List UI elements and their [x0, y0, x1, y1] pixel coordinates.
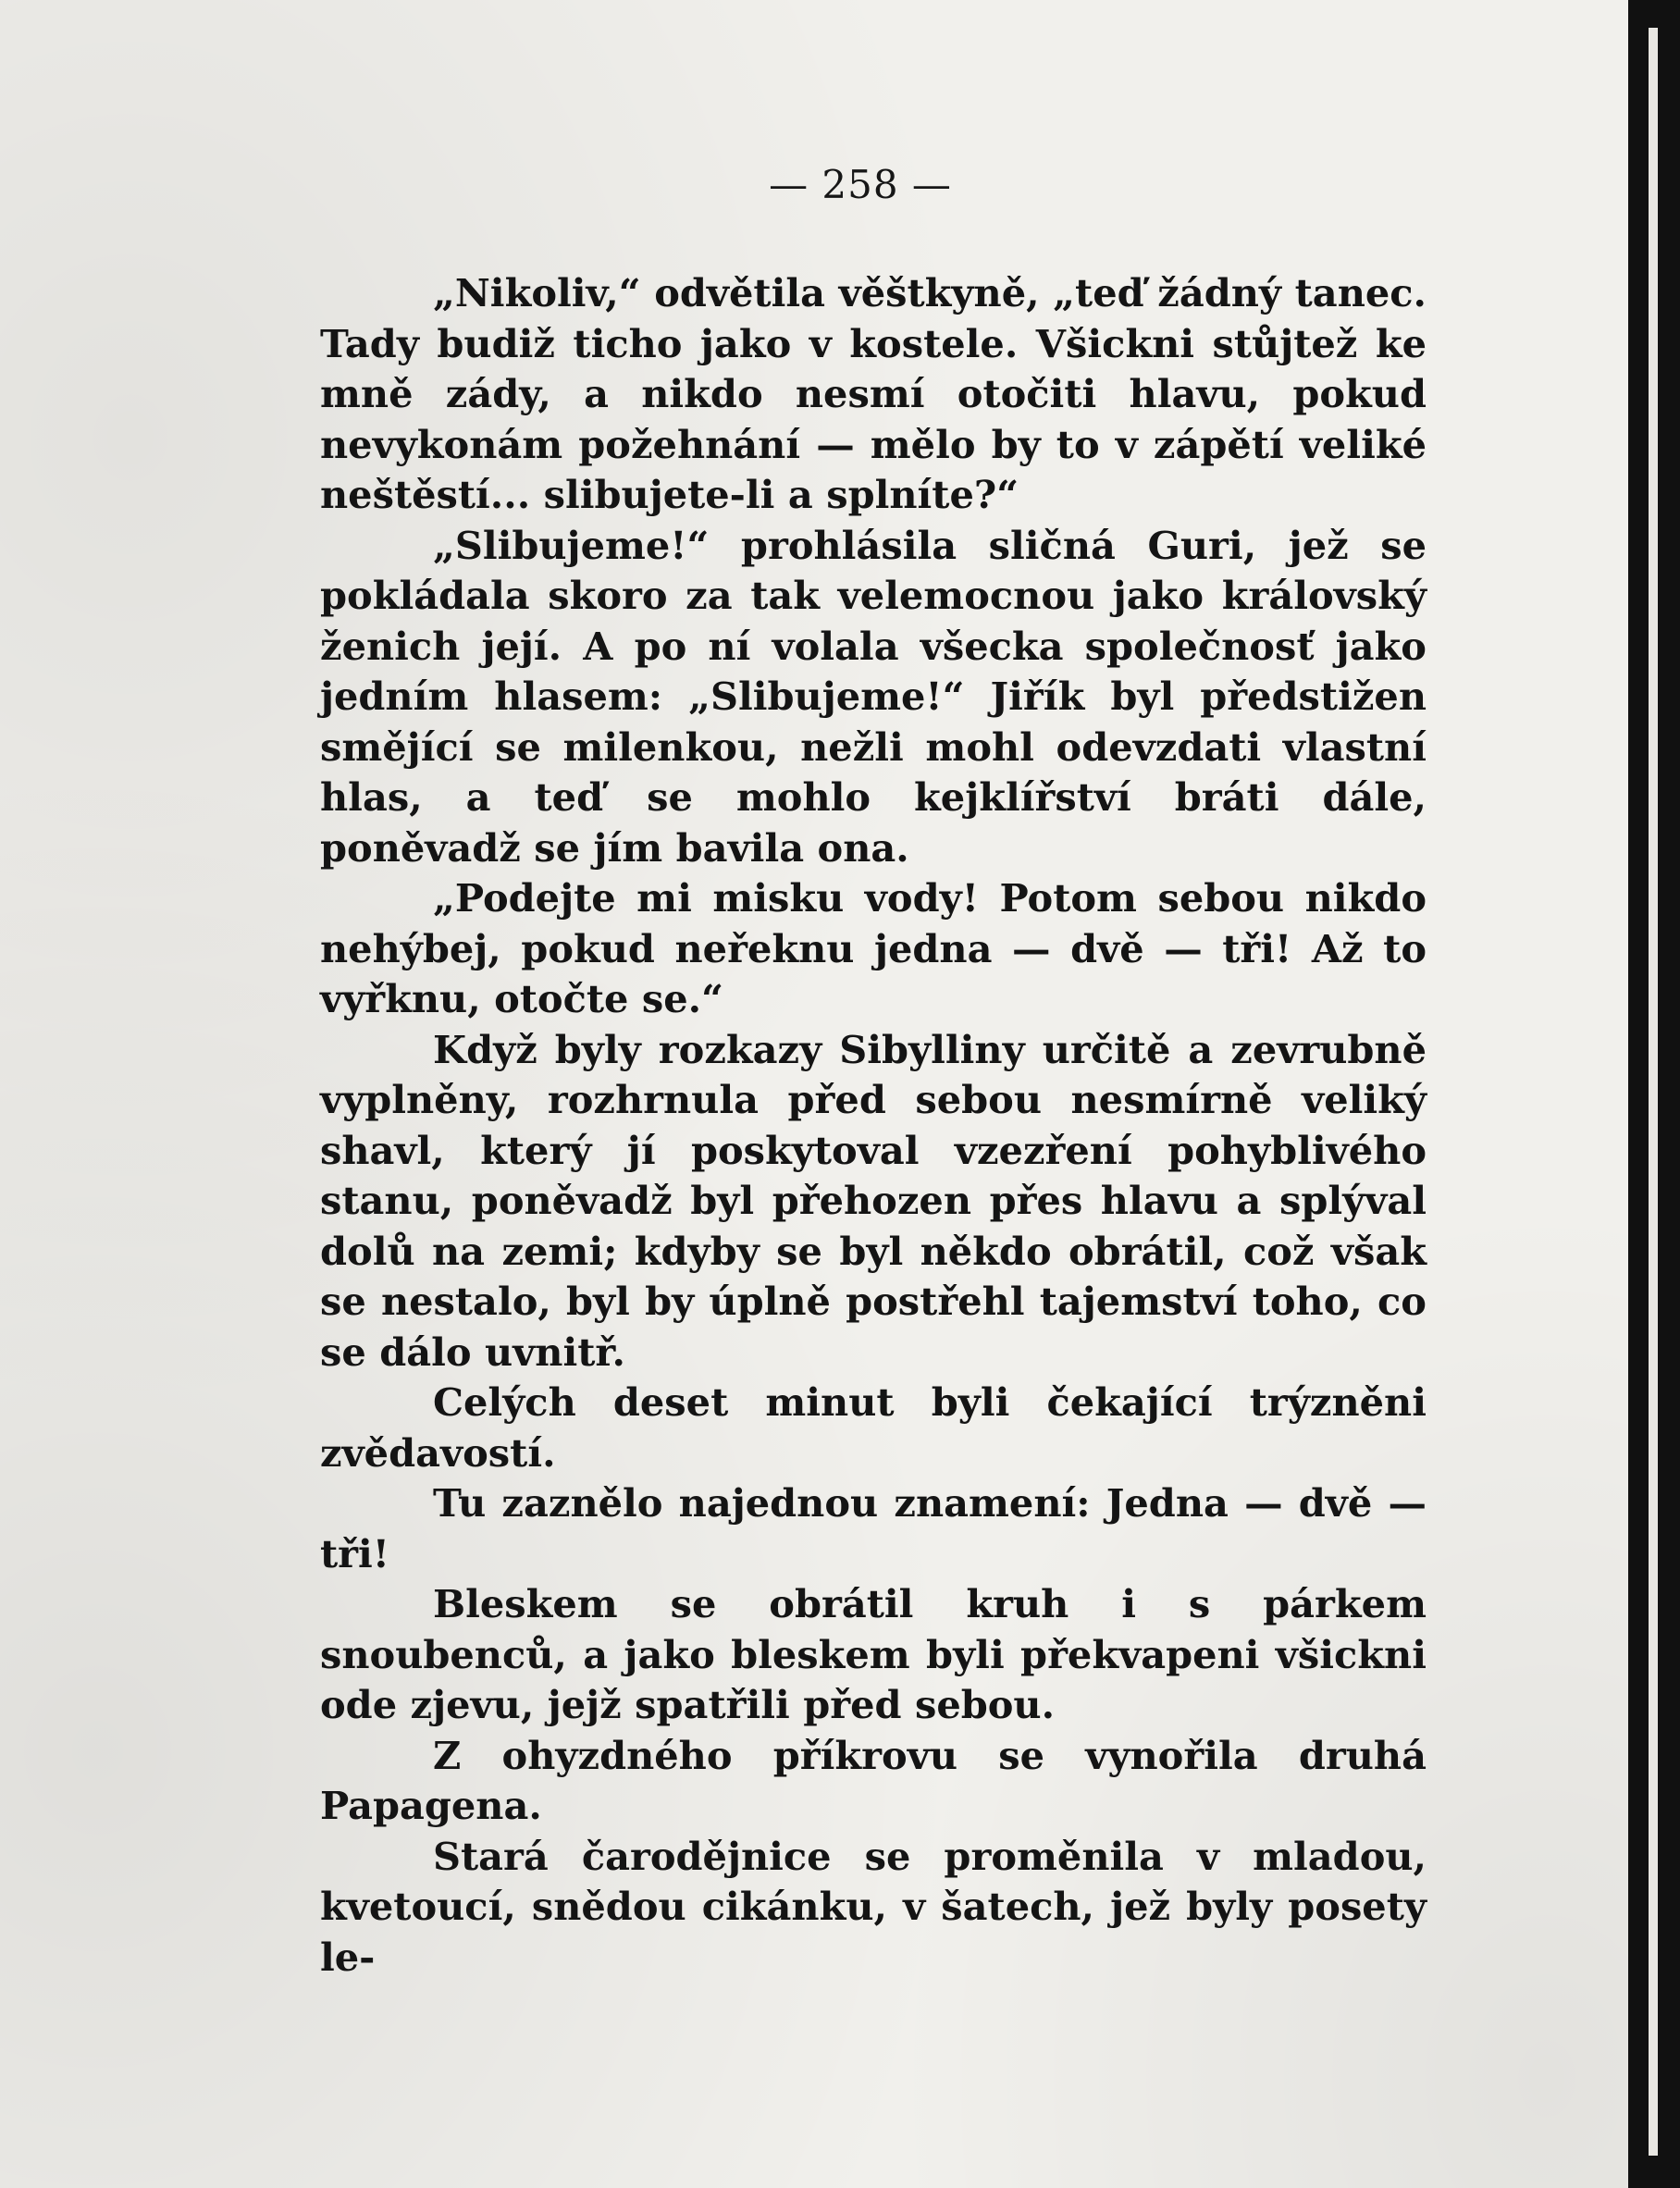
paragraph: „Nikoliv,“ odvětila věštkyně, „teď žádný tanec. Tady budiž ticho jako v kostele. Všickni stůjtež ke mně zády, a nikdo nesmí otočiti hlavu, pokud nevykonám požehnání — mělo by to v zápětí veliké neštěstí... slibujete-li a splníte?“ — [320, 270, 1427, 517]
paragraph: „Slibujeme!“ prohlásila sličná Guri, jež se pokládala skoro za tak velemocnou jako královský ženich její. A po ní volala všecka společnosť jako jedním hlasem: „Slibujeme!“ Jiřík byl předstižen smějící se milenkou, nežli mohl odevzdati vlastní hlas, a teď se mohlo kejklířství bráti dále, poněvadž se jím bavila ona. — [320, 522, 1427, 871]
paragraph: Celých deset minut byli čekající trýzněni zvědavostí. — [320, 1379, 1427, 1476]
paragraph: Když byly rozkazy Sibylliny určitě a zevrubně vyplněny, rozhrnula před sebou nesmírně veliký shavl, který jí poskytoval vzezření pohyblivého stanu, poněvadž byl přehozen přes hlavu a splýval dolů na zemi; kdyby se byl někdo obrátil, což však se nestalo, byl by úplně postřehl tajemství toho, co se dálo uvnitř. — [320, 1026, 1427, 1375]
scan-edge — [1628, 0, 1680, 2188]
paragraph: Z ohyzdného příkrovu se vynořila druhá Papagena. — [320, 1732, 1427, 1828]
paragraph: Tu zaznělo najednou znamení: Jedna — dvě — tři! — [320, 1480, 1427, 1576]
paragraph: „Podejte mi misku vody! Potom sebou nikdo nehýbej, pokud neřeknu jedna — dvě — tři! Až to vyřknu, otočte se.“ — [320, 875, 1427, 1021]
page-text — [320, 268, 1427, 1983]
paragraph: Bleskem se obrátil kruh i s párkem snoubenců, a jako bleskem byli překvapeni všickni ode zjevu, jejž spatřili před sebou. — [320, 1581, 1427, 1727]
paragraph: Stará čarodějnice se proměnila v mladou, kvetoucí, snědou cikánku, v šatech, jež byly posety le- — [320, 1833, 1427, 1980]
next-page-sliver — [1649, 28, 1658, 2156]
page-number: — 258 — — [769, 162, 952, 207]
